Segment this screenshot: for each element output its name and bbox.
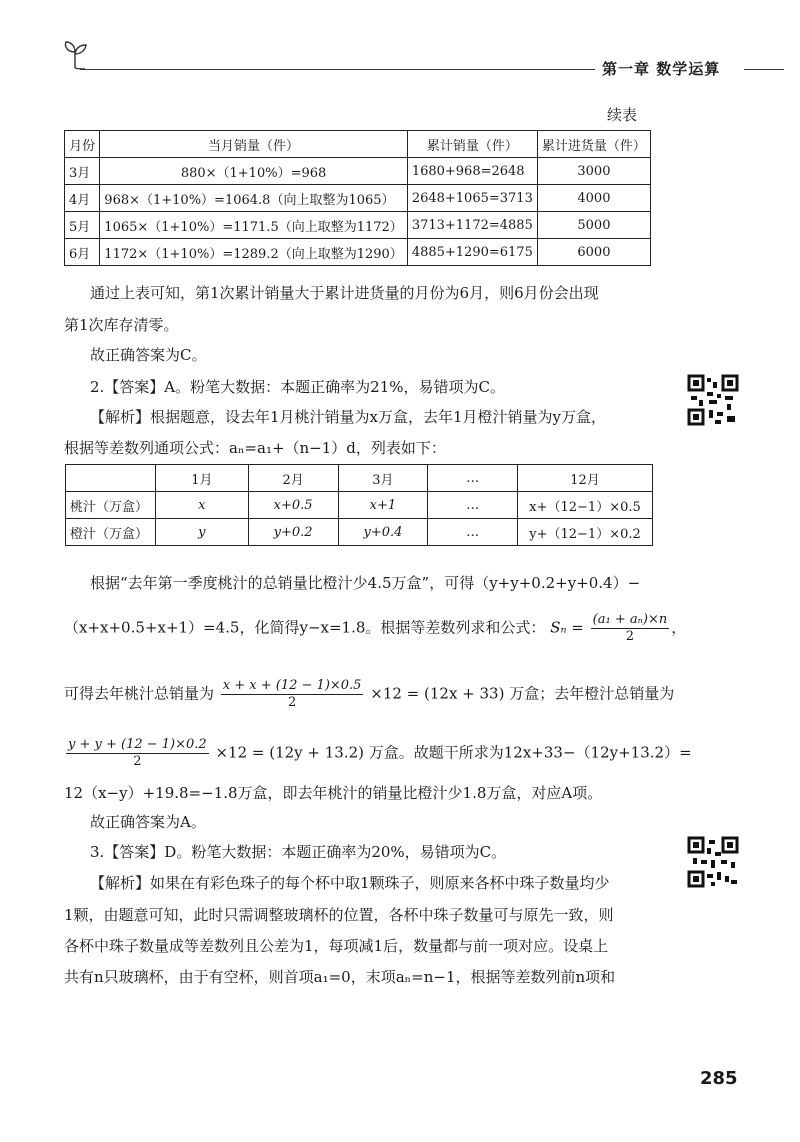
table-cell: 968×（1+10%）=1064.8（向上取整为1065） [100,185,408,212]
fraction-denominator: 2 [133,754,142,769]
table-cell: 5月 [65,212,100,239]
question-answer: 3.【答案】D。粉笔大数据：本题正确率为20%，易错项为C。 [90,843,507,861]
answer-line: 故正确答案为A。 [90,813,206,831]
table-cell: 5000 [537,212,650,239]
page-number: 285 [700,1068,738,1089]
header-rule [80,69,595,70]
fraction-denominator: 2 [287,695,297,710]
table-cell: y [155,519,248,546]
analysis: 各杯中珠子数量成等差数列且公差为1，每项减1后，数量都与前一项对应。设桌上 [64,937,609,955]
table-header: 累计销量（件） [407,131,537,158]
table-header: 月份 [65,131,100,158]
analysis: 根据等差数列通项公式：aₙ=a₁+（n−1）d，列表如下： [64,439,446,457]
table-cell: 1680+968=2648 [407,158,537,185]
analysis: 共有n只玻璃杯，由于有空杯，则首项a₁=0，末项aₙ=n−1，根据等差数列前n项和 [64,968,616,986]
juice-sales-table [65,464,653,546]
table-cell: 6月 [65,239,100,266]
fraction-numerator: (a₁ + aₙ)×n [592,612,668,627]
qr-code-icon[interactable] [687,374,739,426]
question-answer: 2.【答案】A。粉笔大数据：本题正确率为21%，易错项为C。 [90,378,505,396]
table-header: 2月 [248,465,338,492]
text-run: ×12 = (12x + 33) 万盒；去年橙汁总销量为 [370,684,675,703]
answer-line: 故正确答案为C。 [90,346,207,364]
orange-total-fraction [66,737,209,770]
table-cell: 2648+1065=3713 [407,185,537,212]
table-header: 12月 [518,465,653,492]
table-cell: 橙汁（万盒） [66,519,156,546]
table-header: 1月 [155,465,248,492]
table-header: 累计进货量（件） [537,131,650,158]
table-row [65,185,651,212]
table-cell: 1172×（1+10%）=1289.2（向上取整为1290） [100,239,408,266]
table-cell: 4月 [65,185,100,212]
paragraph: 第1次库存清零。 [64,316,179,334]
header-rule-right [744,69,784,70]
table-cell: 4885+1290=6175 [407,239,537,266]
continued-table-label: 续表 [607,106,638,124]
table-row [65,239,651,266]
analysis: 1颗，由题意可知，此时只需调整玻璃杯的位置，各杯中珠子数量可与原先一致，则 [64,906,614,924]
sum-formula-lhs: Sₙ = [550,618,584,637]
table-row [66,492,653,519]
table-cell: 桃汁（万盒） [66,492,156,519]
table-cell: 6000 [537,239,650,266]
table-cell: … [428,492,518,519]
chapter-title: 第一章 数学运算 [602,60,721,78]
paragraph: 12（x−y）+19.8=−1.8万盒，即去年桃汁的销量比橙汁少1.8万盒，对应A项。 [64,784,603,802]
paragraph: 通过上表可知，第1次累计销量大于累计进货量的月份为6月，则6月份会出现 [90,284,599,302]
table-header: 当月销量（件） [100,131,408,158]
table-row [65,212,651,239]
fraction-numerator: x + x + (12 − 1)×0.5 [222,678,362,693]
paragraph: 根据“去年第一季度桃汁的总销量比橙汁少4.5万盒”，可得（y+y+0.2+y+0.4）− [90,574,641,592]
table-cell: 3000 [537,158,650,185]
sum-formula-fraction [591,612,670,645]
table-cell: 4000 [537,185,650,212]
table-cell: 3713+1172=4885 [407,212,537,239]
sales-table [64,130,651,266]
paragraph [64,678,675,711]
table-cell: x+1 [338,492,428,519]
table-cell: x+（12−1）×0.5 [518,492,653,519]
table-cell: y+0.2 [248,519,338,546]
table-header: 3月 [338,465,428,492]
paragraph [64,737,692,770]
table-header-row [66,465,653,492]
table-row [66,519,653,546]
paragraph [64,612,687,645]
table-cell: x+0.5 [248,492,338,519]
comma: ， [671,618,687,637]
text-run: （x+x+0.5+x+1）=4.5，化简得y−x=1.8。根据等差数列求和公式： [64,618,546,637]
table-cell: 3月 [65,158,100,185]
table-cell: y+（12−1）×0.2 [518,519,653,546]
qr-code-icon[interactable] [687,836,739,888]
sprout-icon [58,38,92,72]
fraction-numerator: y + y + (12 − 1)×0.2 [68,737,207,752]
analysis: 【解析】如果在有彩色珠子的每个杯中取1颗珠子，则原来各杯中珠子数量均少 [90,874,610,892]
table-header-row [65,131,651,158]
fraction-denominator: 2 [625,629,635,644]
table-cell: 1065×（1+10%）=1171.5（向上取整为1172） [100,212,408,239]
table-header: … [428,465,518,492]
table-cell: 880×（1+10%）=968 [100,158,408,185]
table-cell: y+0.4 [338,519,428,546]
table-header [66,465,156,492]
analysis: 【解析】根据题意，设去年1月桃汁销量为x万盒，去年1月橙汁销量为y万盒， [90,408,607,426]
table-row [65,158,651,185]
text-run: 可得去年桃汁总销量为 [64,684,215,703]
table-cell: x [155,492,248,519]
peach-total-fraction [221,678,364,711]
text-run: ×12 = (12y + 13.2) 万盒。故题干所求为12x+33−（12y+13.2）= [215,743,692,762]
table-cell: … [428,519,518,546]
